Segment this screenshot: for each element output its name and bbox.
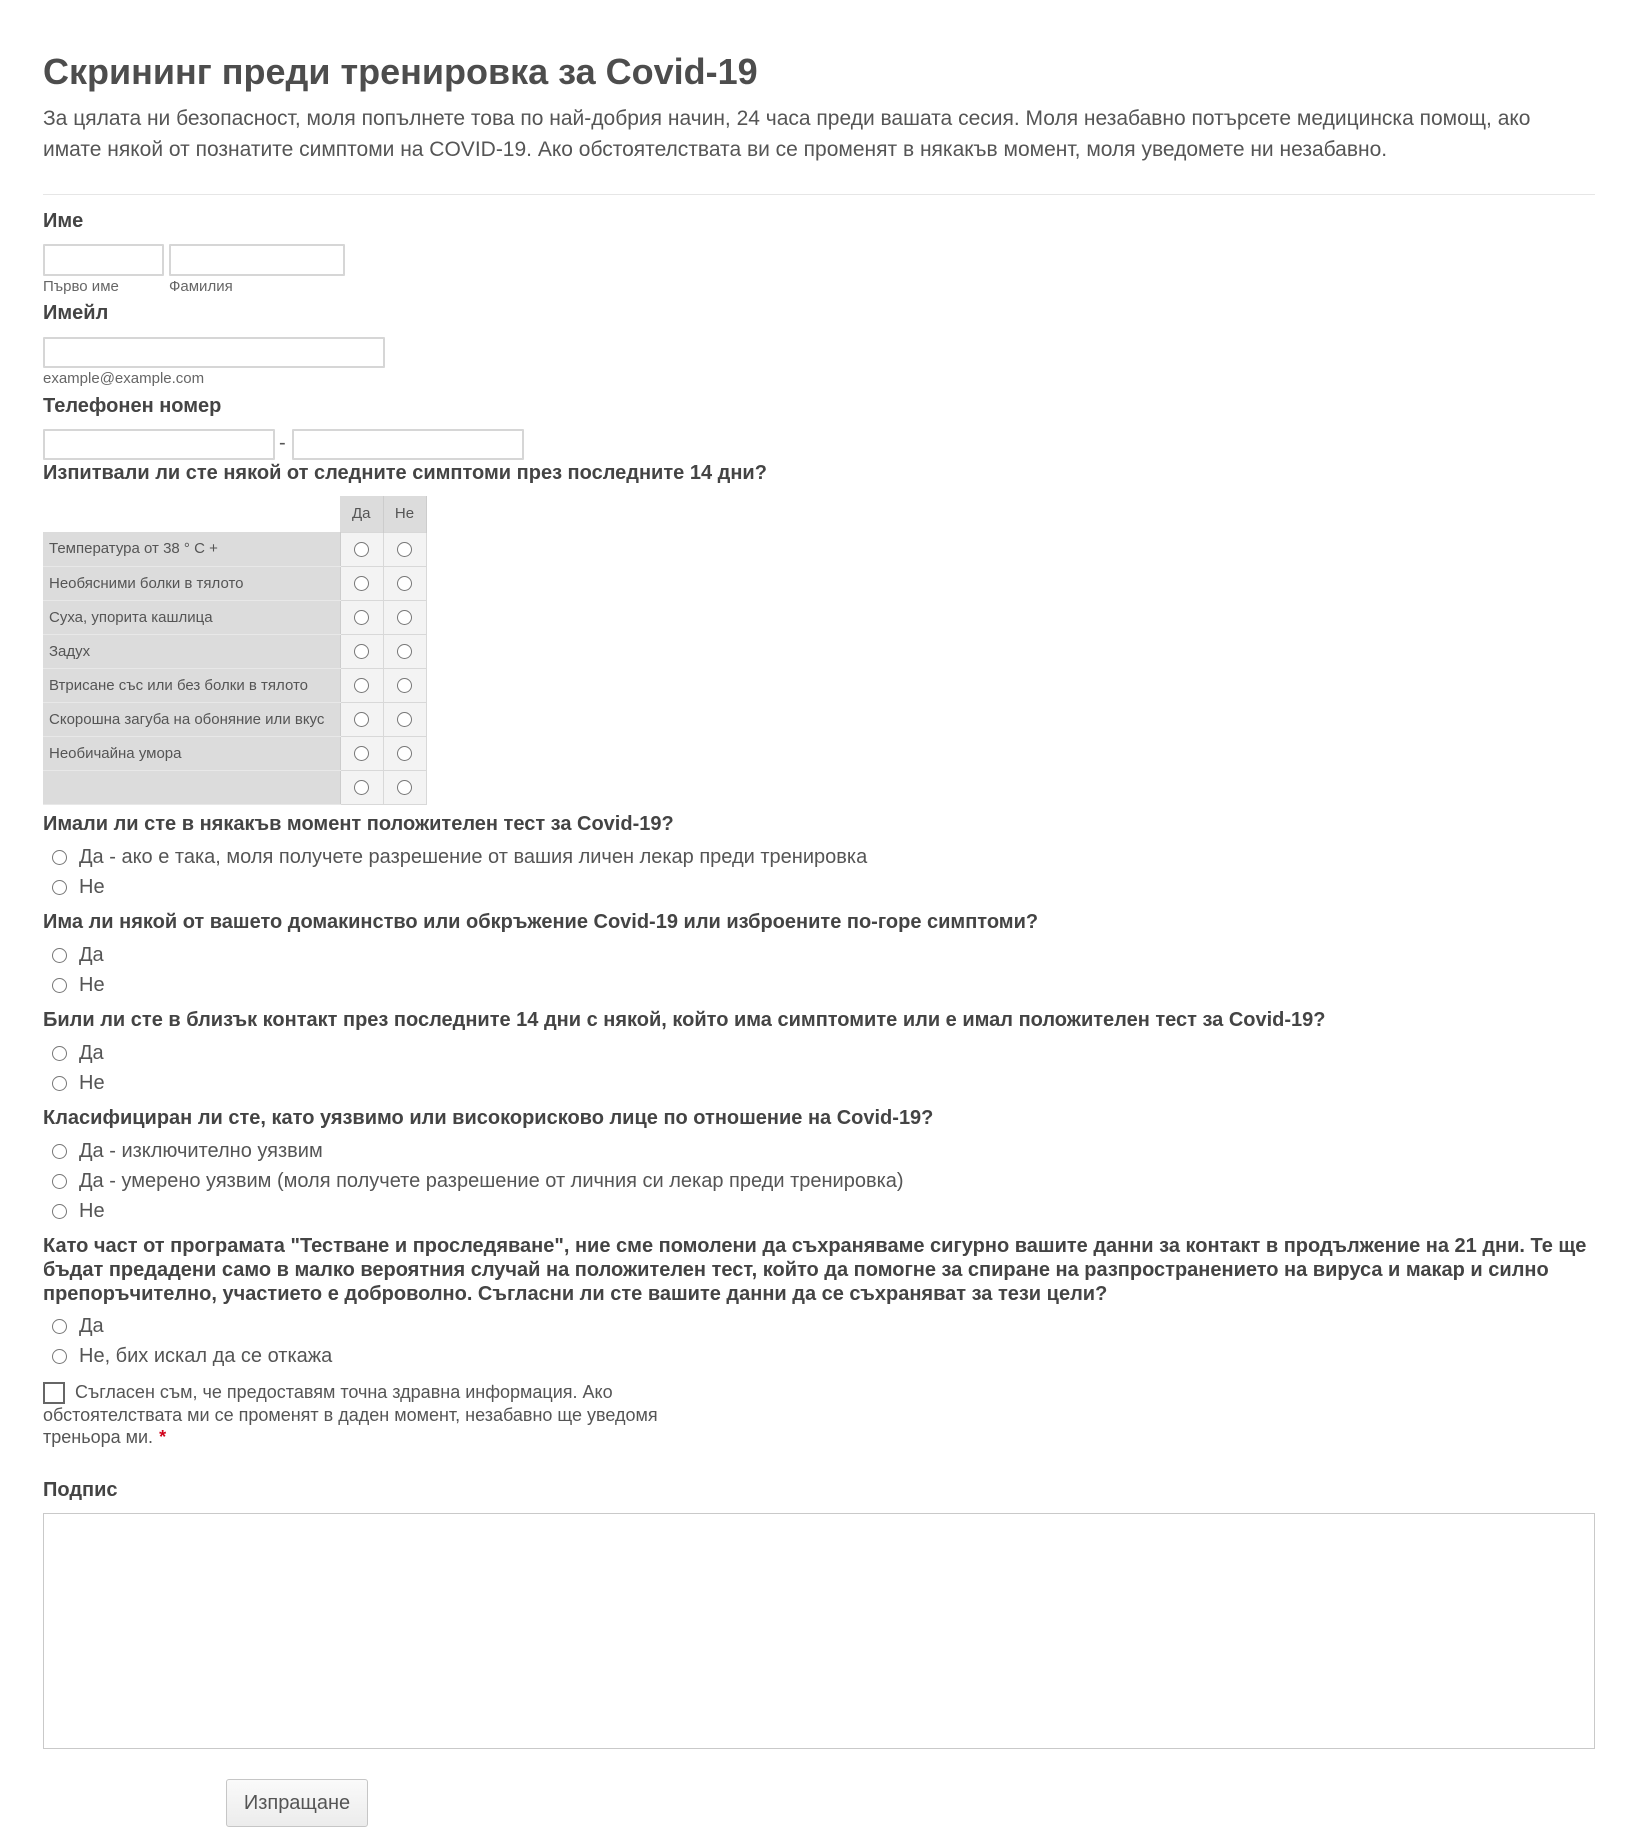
- vulnerable-option-moderate[interactable]: [43, 1168, 904, 1194]
- matrix-cell-yes[interactable]: [340, 668, 383, 702]
- radio-button[interactable]: [397, 644, 412, 659]
- household-option-yes[interactable]: [43, 942, 104, 968]
- radio-button[interactable]: [52, 978, 67, 993]
- option-label: Да - ако е така, моля получете разрешение от вашия личен лекар преди тренировка: [79, 846, 868, 868]
- contact-option-no[interactable]: [43, 1070, 105, 1096]
- radio-button[interactable]: [354, 712, 369, 727]
- matrix-row-label: Скорошна загуба на обоняние или вкус: [43, 702, 340, 736]
- matrix-cell-no[interactable]: [383, 532, 426, 566]
- last-name-sublabel: Фамилия: [169, 278, 233, 295]
- contact-question: Били ли сте в близък контакт през последните 14 дни с някой, който има симптомите или е имал положителен тест за Covid-19?: [43, 1009, 1326, 1031]
- matrix-cell-yes[interactable]: [340, 770, 383, 804]
- email-sublabel: example@example.com: [43, 370, 205, 387]
- matrix-row: [43, 532, 426, 566]
- email-input[interactable]: [43, 337, 385, 368]
- radio-button[interactable]: [52, 850, 67, 865]
- matrix-cell-yes[interactable]: [340, 634, 383, 668]
- matrix-col-yes: Да: [340, 496, 383, 532]
- option-label: Не, бих искал да се откажа: [79, 1345, 333, 1367]
- positive-test-question: Имали ли сте в някакъв момент положителен тест за Covid-19?: [43, 813, 674, 835]
- matrix-cell-yes[interactable]: [340, 532, 383, 566]
- matrix-row-label: Втрисане със или без болки в тялото: [43, 668, 340, 702]
- option-label: Не: [79, 876, 105, 898]
- radio-button[interactable]: [52, 1144, 67, 1159]
- consent-text: Съгласен съм, че предоставям точна здравна информация. Ако обстоятелствата ми се променят в даден момент, незабавно ще уведомя треньора ми.: [43, 1382, 658, 1448]
- matrix-row: [43, 600, 426, 634]
- matrix-row: [43, 736, 426, 770]
- option-label: Не: [79, 1072, 105, 1094]
- matrix-cell-no[interactable]: [383, 600, 426, 634]
- radio-button[interactable]: [397, 746, 412, 761]
- option-label: Да: [79, 1315, 104, 1337]
- matrix-cell-no[interactable]: [383, 634, 426, 668]
- vulnerable-question: Класифициран ли сте, като уязвимо или високорисково лице по отношение на Covid-19?: [43, 1107, 934, 1129]
- radio-button[interactable]: [397, 610, 412, 625]
- option-label: Да: [79, 1042, 104, 1064]
- data-retention-option-no[interactable]: [43, 1343, 332, 1369]
- data-retention-question: Като част от програмата "Тестване и проследяване", ние сме помолени да съхраняваме сигурно вашите данни за контакт в продължение на 21 дни. Те ще бъдат предадени само в малко вероятния случай на положителен тест, който да помогне за спиране на разпространението на вируса и макар и силно препоръчително, участието е доброволно. Съгласни ли сте вашите данни да се съхраняват за тези цели?: [43, 1235, 1587, 1305]
- email-label: Имейл: [43, 302, 109, 324]
- matrix-cell-no[interactable]: [383, 702, 426, 736]
- radio-button[interactable]: [354, 746, 369, 761]
- symptoms-matrix: [43, 496, 427, 805]
- matrix-row-label: Суха, упорита кашлица: [43, 600, 340, 634]
- option-label: Да - изключително уязвим: [79, 1140, 323, 1162]
- symptoms-question: Изпитвали ли сте някой от следните симптоми през последните 14 дни?: [43, 462, 767, 484]
- matrix-row: [43, 566, 426, 600]
- form-title: Скрининг преди тренировка за Covid-19: [43, 51, 758, 92]
- matrix-cell-no[interactable]: [383, 668, 426, 702]
- option-label: Да: [79, 944, 104, 966]
- radio-button[interactable]: [354, 610, 369, 625]
- matrix-row-label: Задух: [43, 634, 340, 668]
- signature-pad[interactable]: [43, 1513, 1595, 1749]
- radio-button[interactable]: [52, 948, 67, 963]
- form-intro: За цялата ни безопасност, моля попълнете това по най-добрия начин, 24 часа преди вашата сесия. Моля незабавно потърсете медицинска помощ, ако имате някой от познатите симптоми на COVID-19. Ако обстоятелствата ви се променят в някакъв момент, моля уведомете ни незабавно.: [43, 107, 1531, 161]
- radio-button[interactable]: [397, 678, 412, 693]
- vulnerable-option-no[interactable]: [43, 1198, 105, 1224]
- matrix-cell-no[interactable]: [383, 736, 426, 770]
- matrix-row-label: Температура от 38 ° C +: [43, 532, 340, 566]
- name-label: Име: [43, 210, 84, 232]
- matrix-row-label: [43, 770, 340, 804]
- signature-label: Подпис: [43, 1479, 118, 1501]
- submit-button[interactable]: Изпращане: [226, 1779, 368, 1827]
- matrix-row: [43, 668, 426, 702]
- matrix-cell-yes[interactable]: [340, 566, 383, 600]
- matrix-row: [43, 634, 426, 668]
- required-asterisk: *: [159, 1427, 167, 1448]
- radio-button[interactable]: [52, 1046, 67, 1061]
- phone-label: Телефонен номер: [43, 395, 222, 417]
- contact-option-yes[interactable]: [43, 1040, 104, 1066]
- divider: [43, 194, 1595, 195]
- radio-button[interactable]: [354, 678, 369, 693]
- radio-button[interactable]: [354, 644, 369, 659]
- phone-number-input[interactable]: [292, 429, 524, 460]
- first-name-input[interactable]: [43, 244, 164, 276]
- household-option-no[interactable]: [43, 972, 105, 998]
- radio-button[interactable]: [52, 1204, 67, 1219]
- radio-button[interactable]: [397, 780, 412, 795]
- phone-area-input[interactable]: [43, 429, 275, 460]
- radio-button[interactable]: [52, 1174, 67, 1189]
- radio-button[interactable]: [52, 1349, 67, 1364]
- positive-test-option-no[interactable]: [43, 874, 105, 900]
- consent-field: [43, 1381, 703, 1448]
- data-retention-option-yes[interactable]: [43, 1313, 104, 1339]
- last-name-input[interactable]: [169, 244, 345, 276]
- matrix-cell-no[interactable]: [383, 566, 426, 600]
- matrix-cell-yes[interactable]: [340, 702, 383, 736]
- matrix-col-no: Не: [383, 496, 426, 532]
- matrix-row: [43, 702, 426, 736]
- option-label: Да - умерено уязвим (моля получете разрешение от личния си лекар преди тренировка): [79, 1170, 904, 1192]
- radio-button[interactable]: [52, 880, 67, 895]
- radio-button[interactable]: [397, 712, 412, 727]
- radio-button[interactable]: [354, 576, 369, 591]
- household-question: Има ли някой от вашето домакинство или обкръжение Covid-19 или изброените по-горе симптоми?: [43, 911, 1039, 933]
- matrix-row-label: Необичайна умора: [43, 736, 340, 770]
- radio-button[interactable]: [397, 542, 412, 557]
- matrix-row: [43, 770, 426, 804]
- matrix-cell-yes[interactable]: [340, 600, 383, 634]
- matrix-cell-yes[interactable]: [340, 736, 383, 770]
- phone-separator: -: [279, 432, 286, 454]
- matrix-corner: [43, 496, 340, 532]
- matrix-cell-no[interactable]: [383, 770, 426, 804]
- option-label: Не: [79, 1200, 105, 1222]
- positive-test-option-yes[interactable]: [43, 844, 867, 870]
- first-name-sublabel: Първо име: [43, 278, 119, 295]
- radio-button[interactable]: [354, 780, 369, 795]
- matrix-row-label: Необясними болки в тялото: [43, 566, 340, 600]
- radio-button[interactable]: [397, 576, 412, 591]
- consent-checkbox[interactable]: [43, 1382, 65, 1404]
- radio-button[interactable]: [354, 542, 369, 557]
- radio-button[interactable]: [52, 1076, 67, 1091]
- vulnerable-option-extreme[interactable]: [43, 1138, 323, 1164]
- radio-button[interactable]: [52, 1319, 67, 1334]
- option-label: Не: [79, 974, 105, 996]
